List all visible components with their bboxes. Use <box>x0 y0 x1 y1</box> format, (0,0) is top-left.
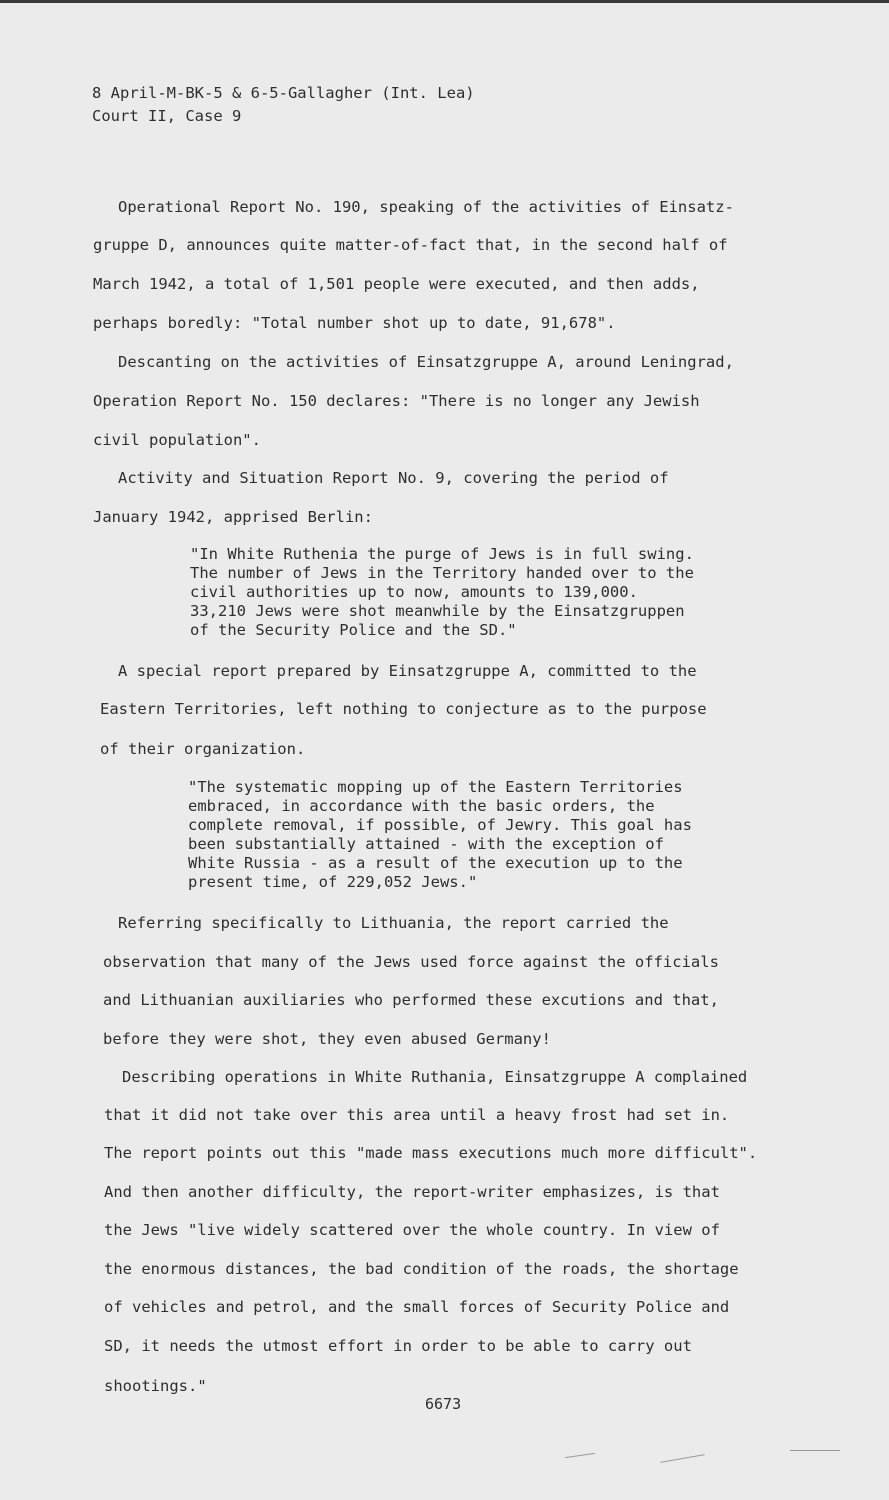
text-line: civil population". <box>93 431 261 449</box>
quote-line: "The systematic mopping up of the Eastern Territories <box>188 778 683 796</box>
quote-line: of the Security Police and the SD." <box>190 621 517 639</box>
text-line: And then another difficulty, the report-writer emphasizes, is that <box>104 1183 720 1201</box>
text-line: and Lithuanian auxiliaries who performed these excutions and that, <box>103 991 719 1009</box>
quote-line: 33,210 Jews were shot meanwhile by the Einsatzgruppen <box>190 602 685 620</box>
text-line: Referring specifically to Lithuania, the report carried the <box>118 914 669 932</box>
quote-line: complete removal, if possible, of Jewry. This goal has <box>188 816 692 834</box>
text-line: March 1942, a total of 1,501 people were executed, and then adds, <box>93 275 700 293</box>
text-line: Operation Report No. 150 declares: "There is no longer any Jewish <box>93 392 700 410</box>
pen-mark <box>660 1454 704 1463</box>
document-header <box>92 82 475 128</box>
text-line: perhaps boredly: "Total number shot up to date, 91,678". <box>93 314 616 332</box>
text-line: that it did not take over this area until a heavy frost had set in. <box>104 1106 730 1124</box>
text-line: observation that many of the Jews used force against the officials <box>103 953 719 971</box>
text-line: shootings." <box>104 1377 207 1395</box>
text-line: January 1942, apprised Berlin: <box>93 508 373 526</box>
text-line: A special report prepared by Einsatzgruppe A, committed to the <box>118 662 697 680</box>
text-line: before they were shot, they even abused Germany! <box>103 1030 551 1048</box>
pen-mark <box>565 1453 595 1458</box>
text-line: Operational Report No. 190, speaking of the activities of Einsatz- <box>118 198 734 216</box>
page-number: 6673 <box>425 1395 462 1413</box>
quote-line: The number of Jews in the Territory handed over to the <box>190 564 694 582</box>
text-line: of their organization. <box>100 740 306 758</box>
text-line: the enormous distances, the bad condition of the roads, the shortage <box>104 1260 739 1278</box>
pen-mark <box>790 1450 840 1451</box>
quote-line: White Russia - as a result of the execution up to the <box>188 854 683 872</box>
text-line: of vehicles and petrol, and the small forces of Security Police and <box>104 1298 730 1316</box>
text-line: Activity and Situation Report No. 9, covering the period of <box>118 469 669 487</box>
text-line: gruppe D, announces quite matter-of-fact that, in the second half of <box>93 236 728 254</box>
quote-line: present time, of 229,052 Jews." <box>188 873 478 891</box>
text-line: Descanting on the activities of Einsatzgruppe A, around Leningrad, <box>118 353 734 371</box>
header-line-1: 8 April-M-BK-5 & 6-5-Gallagher (Int. Lea) <box>92 84 475 102</box>
text-line: SD, it needs the utmost effort in order to be able to carry out <box>104 1337 692 1355</box>
block-quote-1 <box>190 545 694 640</box>
quote-line: embraced, in accordance with the basic orders, the <box>188 797 655 815</box>
text-line: Describing operations in White Ruthania, Einsatzgruppe A complained <box>122 1068 748 1086</box>
quote-line: civil authorities up to now, amounts to 139,000. <box>190 583 638 601</box>
block-quote-2 <box>188 778 692 892</box>
text-line: the Jews "live widely scattered over the whole country. In view of <box>104 1221 720 1239</box>
quote-line: "In White Ruthenia the purge of Jews is in full swing. <box>190 545 694 563</box>
text-line: Eastern Territories, left nothing to conjecture as to the purpose <box>100 700 707 718</box>
header-line-2: Court II, Case 9 <box>92 107 242 125</box>
text-line: The report points out this "made mass executions much more difficult". <box>104 1144 758 1162</box>
quote-line: been substantially attained - with the exception of <box>188 835 664 853</box>
